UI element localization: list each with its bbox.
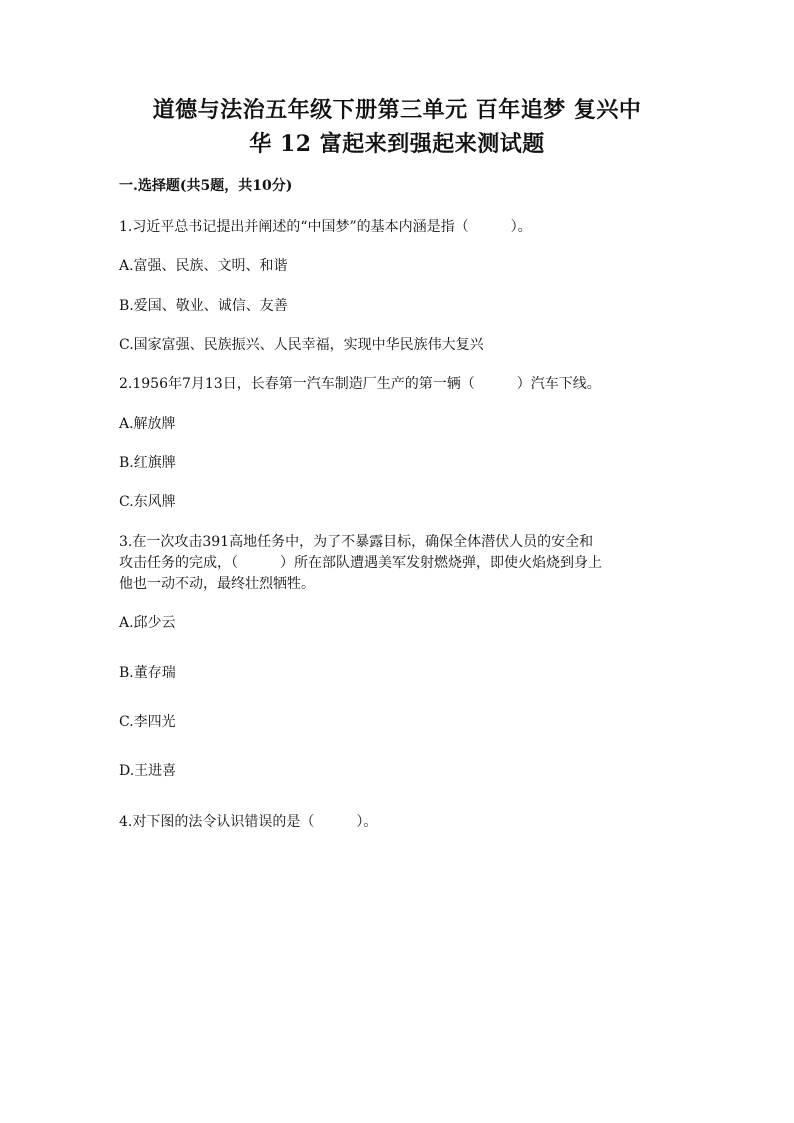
question-1-option-b: B.爱国、敬业、诚信、友善 [119, 298, 288, 314]
question-2-option-c: C.东风牌 [119, 494, 176, 510]
question-1-option-a: A.富强、民族、文明、和谐 [119, 258, 288, 274]
page-title-line-2: 华 12 富起来到强起来测试题 [249, 131, 545, 157]
question-3-option-d: D.王进喜 [119, 763, 177, 779]
question-3-stem-line-2: 攻击任务的完成，（ ）所在部队遭遇美军发射燃烧弹，即使火焰烧到身上 [119, 555, 602, 571]
question-4-stem: 4.对下图的法令认识错误的是（ ）。 [119, 814, 378, 830]
question-3-stem-line-1: 3.在一次攻击391高地任务中，为了不暴露目标，确保全体潜伏人员的安全和 [119, 534, 594, 550]
question-2-option-a: A.解放牌 [119, 416, 176, 432]
question-3-stem-line-3: 他也一动不动，最终壮烈牺牲。 [119, 576, 315, 592]
page-title-line-1: 道德与法治五年级下册第三单元 百年追梦 复兴中 [152, 97, 642, 123]
question-3-option-a: A.邱少云 [119, 615, 176, 631]
question-2-option-b: B.红旗牌 [119, 455, 176, 471]
section-heading: 一.选择题(共5题，共10分) [119, 178, 293, 194]
question-1-stem: 1.习近平总书记提出并阐述的“中国梦”的基本内涵是指（ ）。 [119, 219, 532, 235]
question-3-option-c: C.李四光 [119, 714, 176, 730]
question-3-option-b: B.董存瑞 [119, 665, 176, 681]
question-2-stem: 2.1956年7月13日，长春第一汽车制造厂生产的第一辆（ ）汽车下线。 [119, 376, 601, 392]
question-1-option-c: C.国家富强、民族振兴、人民幸福，实现中华民族伟大复兴 [119, 337, 484, 353]
